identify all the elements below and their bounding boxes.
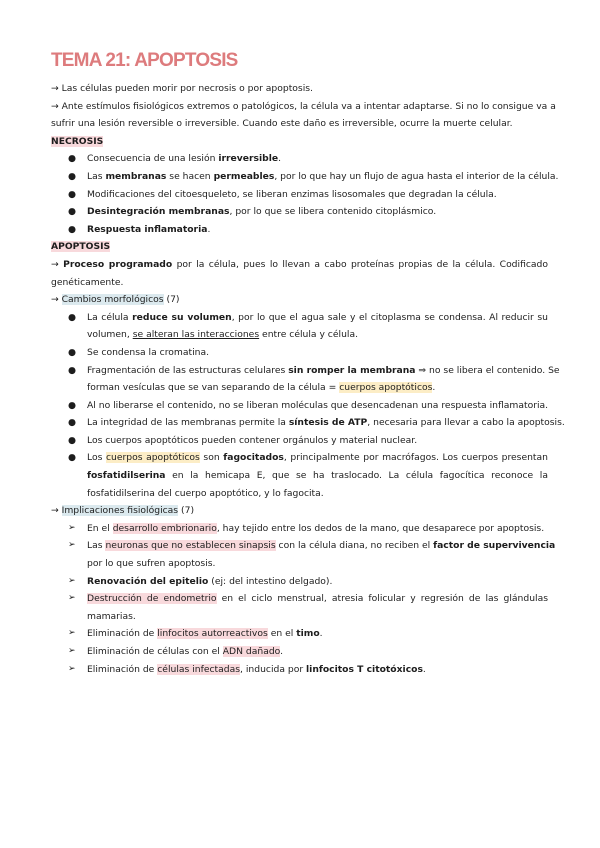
triangle-bullet-icon: ➢ — [68, 540, 76, 551]
list-item — [51, 643, 548, 661]
text: volumen, — [87, 329, 133, 341]
text: . — [319, 628, 323, 640]
text: Los cuerpos apoptóticos pueden contener orgánulos y material nuclear. — [87, 434, 418, 446]
arrow-icon: → — [51, 505, 62, 517]
text: mamarias. — [87, 610, 136, 622]
bold-text: membranas — [105, 170, 167, 182]
text: . — [278, 153, 282, 165]
text: Consecuencia de una lesión — [87, 153, 219, 165]
text: con la célula diana, no reciben el — [275, 540, 434, 552]
bullet-icon: ● — [68, 153, 77, 165]
text: Al no liberarse el contenido, no se liberan moléculas que desencadenan una respuesta inflamatoria. — [87, 399, 549, 411]
text: , por lo que se libera contenido citoplásmico. — [229, 206, 437, 218]
section-label: Implicaciones fisiológicas — [61, 505, 179, 517]
text: son — [199, 452, 224, 464]
highlighted-text: desarrollo embrionario — [112, 522, 217, 534]
bullet-icon: ● — [68, 188, 77, 200]
list-item — [51, 186, 548, 204]
text: , necesaria para llevar a cabo la apoptosis. — [367, 417, 565, 429]
text: fosfatidilserina del cuerpo apoptótico, y lo fagocita. — [87, 487, 324, 499]
highlighted-text: células infectadas — [157, 663, 241, 675]
bold-text: Proceso programado — [63, 258, 173, 270]
highlighted-text: ADN dañado — [222, 646, 281, 657]
count: (7) — [178, 505, 195, 517]
count: (7) — [163, 294, 180, 306]
bullet-icon: ● — [68, 434, 77, 446]
text: entre célula y célula. — [259, 329, 358, 341]
text: , hay tejido entre los dedos de la mano, que desaparece por apoptosis. — [216, 522, 545, 534]
triangle-bullet-icon: ➢ — [68, 593, 76, 604]
text: , por lo que hay un flujo de agua hasta el interior de la célula. — [274, 170, 559, 182]
arrow-icon: → — [51, 294, 62, 306]
text: Eliminación de células con el — [87, 646, 223, 657]
list-item — [51, 520, 548, 538]
text: La célula — [87, 311, 133, 323]
highlighted-text: Destrucción de endometrio — [87, 593, 217, 605]
highlighted-text: cuerpos apoptóticos — [339, 382, 433, 394]
text: Fragmentación de las estructuras celulares — [87, 364, 289, 376]
text: ⇒ no se libera el contenido. Se — [415, 364, 560, 376]
list-item — [51, 150, 548, 168]
list-item-cont — [51, 379, 548, 397]
list-item — [51, 414, 565, 432]
list-item — [51, 221, 548, 239]
bullet-icon: ● — [68, 311, 77, 323]
highlighted-text: neuronas que no establecen sinapsis — [105, 540, 276, 552]
bold-text: sin romper la membrana — [288, 364, 416, 376]
bold-text: permeables — [213, 170, 275, 182]
document-body — [51, 80, 565, 678]
apoptosis-definition-cont: genéticamente. — [51, 276, 124, 288]
arrow-icon: → — [51, 258, 64, 270]
text: . — [280, 646, 284, 657]
text: en la hemicapa E, que se ha traslocado. La célula fagocítica reconoce la — [165, 470, 548, 482]
bullet-icon: ● — [68, 346, 77, 358]
bold-text: reduce su volumen — [132, 311, 232, 323]
text: , principalmente por macrófagos. Los cuerpos presentan — [283, 452, 548, 464]
text: Las — [87, 540, 106, 552]
text: (ej: del intestino delgado). — [208, 575, 333, 587]
list-item — [51, 590, 548, 608]
text: , por lo que el agua sale y el citoplasma se condensa. Al reducir su — [231, 311, 548, 323]
necrosis-heading: NECROSIS — [51, 135, 104, 147]
text: En el — [87, 522, 113, 534]
text: Las — [87, 170, 106, 182]
text: en el — [267, 628, 297, 640]
triangle-bullet-icon: ➢ — [68, 646, 76, 656]
bold-text: factor de supervivencia — [433, 540, 556, 552]
bullet-icon: ● — [68, 223, 77, 235]
text: se hacen — [166, 170, 214, 182]
apoptosis-heading: APOPTOSIS — [51, 241, 111, 253]
physiological-implications-heading — [51, 502, 548, 520]
list-item — [51, 397, 548, 415]
underlined-text: se alteran las interacciones — [132, 329, 260, 341]
text: Modificaciones del citoesqueleto, se liberan enzimas lisosomales que degradan la célula. — [87, 188, 497, 200]
text: Los — [87, 452, 106, 464]
text: por la célula, pues lo llevan a cabo proteínas propias de la célula. Codificado — [172, 258, 548, 270]
list-item — [51, 362, 560, 380]
text: forman vesículas que se van separando de la célula = — [87, 382, 340, 394]
list-item — [51, 573, 548, 591]
bold-text: Respuesta inflamatoria — [87, 223, 208, 235]
list-item — [51, 449, 548, 467]
text: en el ciclo menstrual, atresia folicular y regresión de las glándulas — [216, 593, 548, 605]
triangle-bullet-icon: ➢ — [68, 522, 76, 533]
triangle-bullet-icon: ➢ — [68, 575, 76, 586]
list-item-cont — [51, 467, 548, 485]
intro-line: sufrir una lesión reversible o irreversible. Cuando este daño es irreversible, ocurre la muerte celular. — [51, 118, 513, 130]
list-item — [51, 344, 548, 362]
bullet-icon: ● — [68, 417, 77, 429]
list-item-cont — [51, 326, 548, 344]
morphological-changes-heading — [51, 291, 548, 309]
triangle-bullet-icon: ➢ — [68, 628, 76, 639]
bullet-icon: ● — [68, 399, 77, 411]
list-item — [51, 309, 548, 327]
list-item — [51, 661, 548, 679]
section-label: Cambios morfológicos — [61, 294, 164, 306]
text: . — [432, 382, 436, 394]
list-item-cont — [51, 608, 548, 626]
list-item — [51, 203, 548, 221]
bold-text: fosfatidilserina — [87, 470, 166, 482]
text: Se condensa la cromatina. — [87, 346, 210, 358]
bullet-icon: ● — [68, 452, 77, 464]
list-item-cont — [51, 555, 548, 573]
intro-line: → Las células pueden morir por necrosis o por apoptosis. — [51, 83, 313, 94]
text: por lo que sufren apoptosis. — [87, 558, 216, 570]
text: La integridad de las membranas permite la — [87, 417, 289, 429]
list-item — [51, 432, 548, 450]
bold-text: fagocitados — [223, 452, 284, 464]
text: Eliminación de — [87, 628, 158, 640]
apoptosis-definition — [51, 256, 548, 274]
bold-text: irreversible — [218, 153, 279, 165]
text: . — [207, 223, 211, 235]
bullet-icon: ● — [68, 170, 77, 182]
text: Eliminación de — [87, 663, 158, 675]
list-item — [51, 168, 559, 186]
text: . — [422, 663, 426, 675]
bold-text: Desintegración membranas — [87, 206, 230, 218]
list-item — [51, 625, 548, 643]
triangle-bullet-icon: ➢ — [68, 663, 76, 674]
bold-text: Renovación del epitelio — [87, 575, 209, 587]
bold-text: timo — [296, 628, 320, 640]
bullet-icon: ● — [68, 364, 77, 376]
necrosis-heading-line — [51, 133, 548, 151]
list-item — [51, 537, 556, 555]
bullet-icon: ● — [68, 206, 77, 218]
bold-text: síntesis de ATP — [288, 417, 368, 429]
intro-line: → Ante estímulos fisiológicos extremos o patológicos, la célula va a intentar adaptarse. Si no lo consigue va a — [51, 100, 556, 112]
bold-text: linfocitos T citotóxicos — [306, 663, 423, 675]
highlighted-text: linfocitos autorreactivos — [157, 628, 268, 640]
page-title: TEMA 21: APOPTOSIS — [51, 50, 238, 71]
highlighted-text: cuerpos apoptóticos — [105, 452, 200, 464]
list-item-cont — [51, 485, 548, 503]
apoptosis-heading-line — [51, 238, 548, 256]
text: , inducida por — [240, 663, 307, 675]
